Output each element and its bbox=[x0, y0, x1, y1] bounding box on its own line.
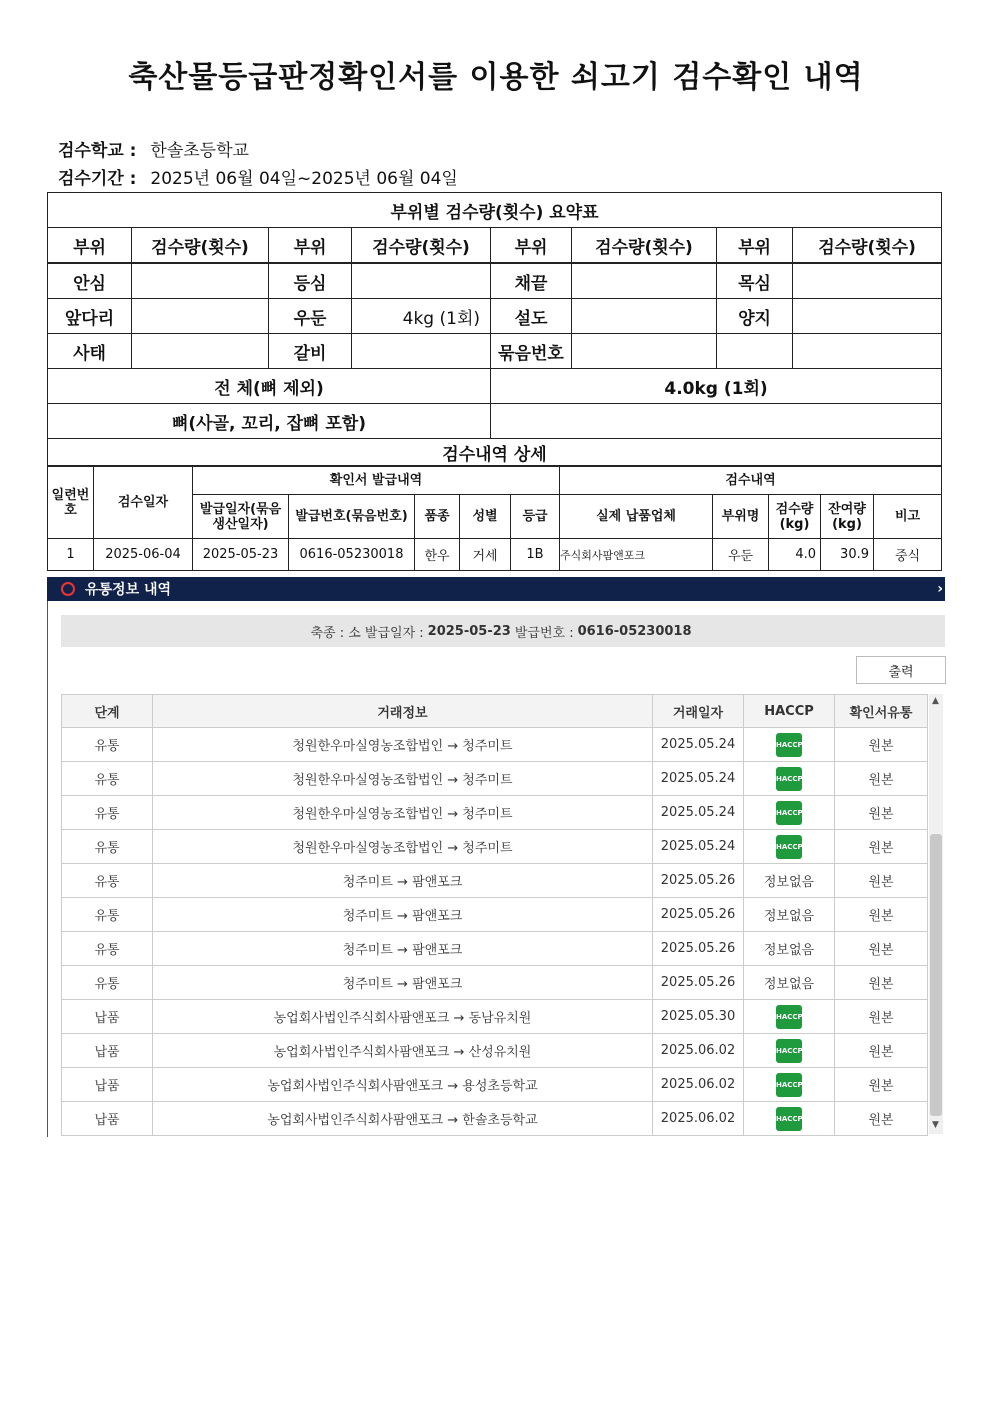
col-part: 부위 bbox=[491, 228, 572, 264]
cell-date: 2025.05.26 bbox=[653, 966, 744, 1000]
part-amount bbox=[132, 334, 269, 369]
cell-date: 2025.06.02 bbox=[653, 1068, 744, 1102]
col-date: 거래일자 bbox=[653, 695, 744, 728]
part-name: 양지 bbox=[717, 299, 793, 334]
cell-stage: 유통 bbox=[62, 796, 153, 830]
cell-date: 2025-06-04 bbox=[94, 539, 193, 571]
distribution-title: 유통정보 내역 bbox=[85, 582, 172, 598]
cell-issue-no: 0616-05230018 bbox=[289, 539, 415, 571]
h-issue-date: 발급일자(묶음 생산일자) bbox=[193, 495, 289, 539]
distribution-header bbox=[47, 577, 945, 601]
cell-stage: 납품 bbox=[62, 1068, 153, 1102]
table-row bbox=[62, 796, 928, 830]
period-info bbox=[58, 164, 458, 189]
part-amount bbox=[132, 299, 269, 334]
table-row bbox=[62, 1068, 928, 1102]
h-remain: 잔여량(kg) bbox=[821, 495, 874, 539]
cell-stage: 유통 bbox=[62, 762, 153, 796]
total-label: 전 체(뼈 제외) bbox=[48, 369, 491, 404]
info-date: 2025-05-23 bbox=[427, 623, 511, 639]
h-cert: 확인서 발급내역 bbox=[193, 467, 560, 495]
summary-row bbox=[48, 299, 942, 334]
summary-title: 부위별 검수량(횟수) 요약표 bbox=[48, 193, 942, 228]
distribution-info bbox=[61, 615, 945, 647]
close-icon[interactable]: › bbox=[937, 581, 943, 597]
cell-stage: 유통 bbox=[62, 898, 153, 932]
cell-date: 2025.05.24 bbox=[653, 796, 744, 830]
h-note: 비고 bbox=[874, 495, 942, 539]
cell-cert: 원본 bbox=[835, 1000, 928, 1034]
part-amount bbox=[793, 299, 942, 334]
haccp-icon: HACCP bbox=[776, 733, 802, 757]
scroll-down-icon[interactable]: ▼ bbox=[932, 1120, 939, 1130]
summary-row bbox=[48, 334, 942, 369]
period-value: 2025년 06월 04일~2025년 06월 04일 bbox=[150, 169, 458, 189]
cell-info: 농업회사법인주식회사팜앤포크 → 한솔초등학교 bbox=[153, 1102, 653, 1136]
part-amount bbox=[572, 334, 717, 369]
haccp-icon: HACCP bbox=[776, 835, 802, 859]
cell-remain: 30.9 bbox=[821, 539, 874, 571]
table-row bbox=[62, 864, 928, 898]
cell-date: 2025.05.26 bbox=[653, 864, 744, 898]
part-name: 우둔 bbox=[269, 299, 352, 334]
cell-date: 2025.06.02 bbox=[653, 1034, 744, 1068]
col-part: 부위 bbox=[269, 228, 352, 264]
cell-haccp bbox=[744, 762, 835, 796]
cell-info: 청주미트 → 팜앤포크 bbox=[153, 898, 653, 932]
info-mid: 발급번호 : bbox=[514, 625, 574, 641]
school-label: 검수학교 : bbox=[58, 141, 137, 161]
divider bbox=[47, 601, 48, 1137]
cell-haccp: 정보없음 bbox=[744, 966, 835, 1000]
part-name: 채끝 bbox=[491, 263, 572, 299]
cell-haccp bbox=[744, 1068, 835, 1102]
h-grade: 등급 bbox=[511, 495, 560, 539]
col-stage: 단계 bbox=[62, 695, 153, 728]
total-value: 4.0kg (1회) bbox=[491, 369, 942, 404]
cell-stage: 유통 bbox=[62, 864, 153, 898]
h-breed: 품종 bbox=[415, 495, 460, 539]
summary-row bbox=[48, 263, 942, 299]
cell-stage: 유통 bbox=[62, 830, 153, 864]
cell-stage: 유통 bbox=[62, 728, 153, 762]
h-sex: 성별 bbox=[460, 495, 511, 539]
cell-haccp bbox=[744, 830, 835, 864]
cell-stage: 납품 bbox=[62, 1102, 153, 1136]
cell-cert: 원본 bbox=[835, 1034, 928, 1068]
part-name: 사태 bbox=[48, 334, 132, 369]
table-row bbox=[62, 1000, 928, 1034]
table-row bbox=[62, 762, 928, 796]
cell-date: 2025.05.30 bbox=[653, 1000, 744, 1034]
part-amount bbox=[352, 334, 491, 369]
col-amount: 검수량(횟수) bbox=[132, 228, 269, 264]
cell-haccp: 정보없음 bbox=[744, 932, 835, 966]
part-name: 앞다리 bbox=[48, 299, 132, 334]
cell-date: 2025.05.24 bbox=[653, 728, 744, 762]
distribution-panel bbox=[47, 577, 945, 1137]
bone-label: 뼈(사골, 꼬리, 잡뼈 포함) bbox=[48, 404, 491, 439]
col-amount: 검수량(횟수) bbox=[572, 228, 717, 264]
logo-icon bbox=[61, 582, 75, 596]
cell-cert: 원본 bbox=[835, 728, 928, 762]
cell-info: 청원한우마실영농조합법인 → 청주미트 bbox=[153, 762, 653, 796]
col-amount: 검수량(횟수) bbox=[352, 228, 491, 264]
cell-haccp bbox=[744, 1034, 835, 1068]
cell-info: 청주미트 → 팜앤포크 bbox=[153, 932, 653, 966]
cell-issue-date: 2025-05-23 bbox=[193, 539, 289, 571]
part-name bbox=[717, 334, 793, 369]
cell-qty: 4.0 bbox=[769, 539, 821, 571]
cell-info: 청주미트 → 팜앤포크 bbox=[153, 864, 653, 898]
cell-haccp: 정보없음 bbox=[744, 898, 835, 932]
col-cert: 확인서유통 bbox=[835, 695, 928, 728]
cell-haccp bbox=[744, 728, 835, 762]
cell-breed: 한우 bbox=[415, 539, 460, 571]
h-qty: 검수량(kg) bbox=[769, 495, 821, 539]
info-no: 0616-05230018 bbox=[577, 623, 692, 639]
cell-cert: 원본 bbox=[835, 830, 928, 864]
part-name: 설도 bbox=[491, 299, 572, 334]
h-date: 검수일자 bbox=[94, 467, 193, 539]
cell-stage: 납품 bbox=[62, 1000, 153, 1034]
part-name: 안심 bbox=[48, 263, 132, 299]
cell-cert: 원본 bbox=[835, 762, 928, 796]
table-row bbox=[62, 966, 928, 1000]
cell-date: 2025.05.26 bbox=[653, 932, 744, 966]
print-button[interactable]: 출력 bbox=[856, 656, 946, 684]
cell-info: 농업회사법인주식회사팜앤포크 → 산성유치원 bbox=[153, 1034, 653, 1068]
scroll-up-icon[interactable]: ▲ bbox=[932, 696, 939, 706]
part-amount bbox=[572, 299, 717, 334]
bone-value bbox=[491, 404, 942, 439]
table-row bbox=[62, 1102, 928, 1136]
detail-table bbox=[47, 466, 942, 571]
cell-info: 농업회사법인주식회사팜앤포크 → 동남유치원 bbox=[153, 1000, 653, 1034]
cell-cert: 원본 bbox=[835, 1102, 928, 1136]
info-prefix: 축종 : 소 발급일자 : bbox=[310, 625, 424, 641]
part-amount bbox=[793, 263, 942, 299]
part-name: 묶음번호 bbox=[491, 334, 572, 369]
part-amount bbox=[132, 263, 269, 299]
cell-stage: 유통 bbox=[62, 966, 153, 1000]
cell-stage: 납품 bbox=[62, 1034, 153, 1068]
cell-date: 2025.05.26 bbox=[653, 898, 744, 932]
table-row bbox=[62, 898, 928, 932]
col-part: 부위 bbox=[48, 228, 132, 264]
h-serial: 일련번호 bbox=[48, 467, 94, 539]
cell-stage: 유통 bbox=[62, 932, 153, 966]
scroll-thumb[interactable] bbox=[930, 834, 942, 1116]
cell-info: 청원한우마실영농조합법인 → 청주미트 bbox=[153, 796, 653, 830]
cell-cert: 원본 bbox=[835, 932, 928, 966]
table-row bbox=[62, 1034, 928, 1068]
cell-info: 청주미트 → 팜앤포크 bbox=[153, 966, 653, 1000]
h-vendor: 실제 납품업체 bbox=[560, 495, 713, 539]
cell-date: 2025.05.24 bbox=[653, 830, 744, 864]
cell-haccp: 정보없음 bbox=[744, 864, 835, 898]
col-amount: 검수량(횟수) bbox=[793, 228, 942, 264]
part-name: 등심 bbox=[269, 263, 352, 299]
cell-note: 중식 bbox=[874, 539, 942, 571]
detail-title: 검수내역 상세 bbox=[48, 439, 942, 466]
cell-info: 청원한우마실영농조합법인 → 청주미트 bbox=[153, 830, 653, 864]
haccp-icon: HACCP bbox=[776, 1107, 802, 1131]
haccp-icon: HACCP bbox=[776, 767, 802, 791]
cell-sex: 거세 bbox=[460, 539, 511, 571]
cell-date: 2025.06.02 bbox=[653, 1102, 744, 1136]
col-info: 거래정보 bbox=[153, 695, 653, 728]
cell-info: 농업회사법인주식회사팜앤포크 → 용성초등학교 bbox=[153, 1068, 653, 1102]
part-amount bbox=[352, 263, 491, 299]
detail-row bbox=[48, 539, 942, 571]
cell-haccp bbox=[744, 1102, 835, 1136]
cell-date: 2025.05.24 bbox=[653, 762, 744, 796]
cell-vendor: 주식회사팜앤포크 bbox=[560, 539, 713, 571]
cell-grade: 1B bbox=[511, 539, 560, 571]
cell-cert: 원본 bbox=[835, 864, 928, 898]
cell-cert: 원본 bbox=[835, 1068, 928, 1102]
cell-info: 청원한우마실영농조합법인 → 청주미트 bbox=[153, 728, 653, 762]
h-part: 부위명 bbox=[713, 495, 769, 539]
haccp-icon: HACCP bbox=[776, 1073, 802, 1097]
table-row bbox=[62, 830, 928, 864]
haccp-icon: HACCP bbox=[776, 1039, 802, 1063]
cell-cert: 원본 bbox=[835, 796, 928, 830]
part-amount: 4kg (1회) bbox=[352, 299, 491, 334]
cell-serial: 1 bbox=[48, 539, 94, 571]
distribution-table bbox=[61, 694, 928, 1136]
cell-cert: 원본 bbox=[835, 898, 928, 932]
cell-cert: 원본 bbox=[835, 966, 928, 1000]
school-value: 한솔초등학교 bbox=[150, 141, 249, 161]
table-row bbox=[62, 728, 928, 762]
summary-table bbox=[47, 192, 942, 466]
cell-part: 우둔 bbox=[713, 539, 769, 571]
col-part: 부위 bbox=[717, 228, 793, 264]
part-amount bbox=[793, 334, 942, 369]
col-haccp: HACCP bbox=[744, 695, 835, 728]
part-name: 목심 bbox=[717, 263, 793, 299]
haccp-icon: HACCP bbox=[776, 801, 802, 825]
cell-haccp bbox=[744, 1000, 835, 1034]
h-issue-no: 발급번호(묶음번호) bbox=[289, 495, 415, 539]
table-row bbox=[62, 932, 928, 966]
h-inspect: 검수내역 bbox=[560, 467, 942, 495]
school-info bbox=[58, 136, 249, 161]
part-name: 갈비 bbox=[269, 334, 352, 369]
scrollbar[interactable] bbox=[929, 694, 943, 1134]
page-title: 축산물등급판정확인서를 이용한 쇠고기 검수확인 내역 bbox=[128, 60, 864, 95]
cell-haccp bbox=[744, 796, 835, 830]
part-amount bbox=[572, 263, 717, 299]
period-label: 검수기간 : bbox=[58, 169, 137, 189]
haccp-icon: HACCP bbox=[776, 1005, 802, 1029]
